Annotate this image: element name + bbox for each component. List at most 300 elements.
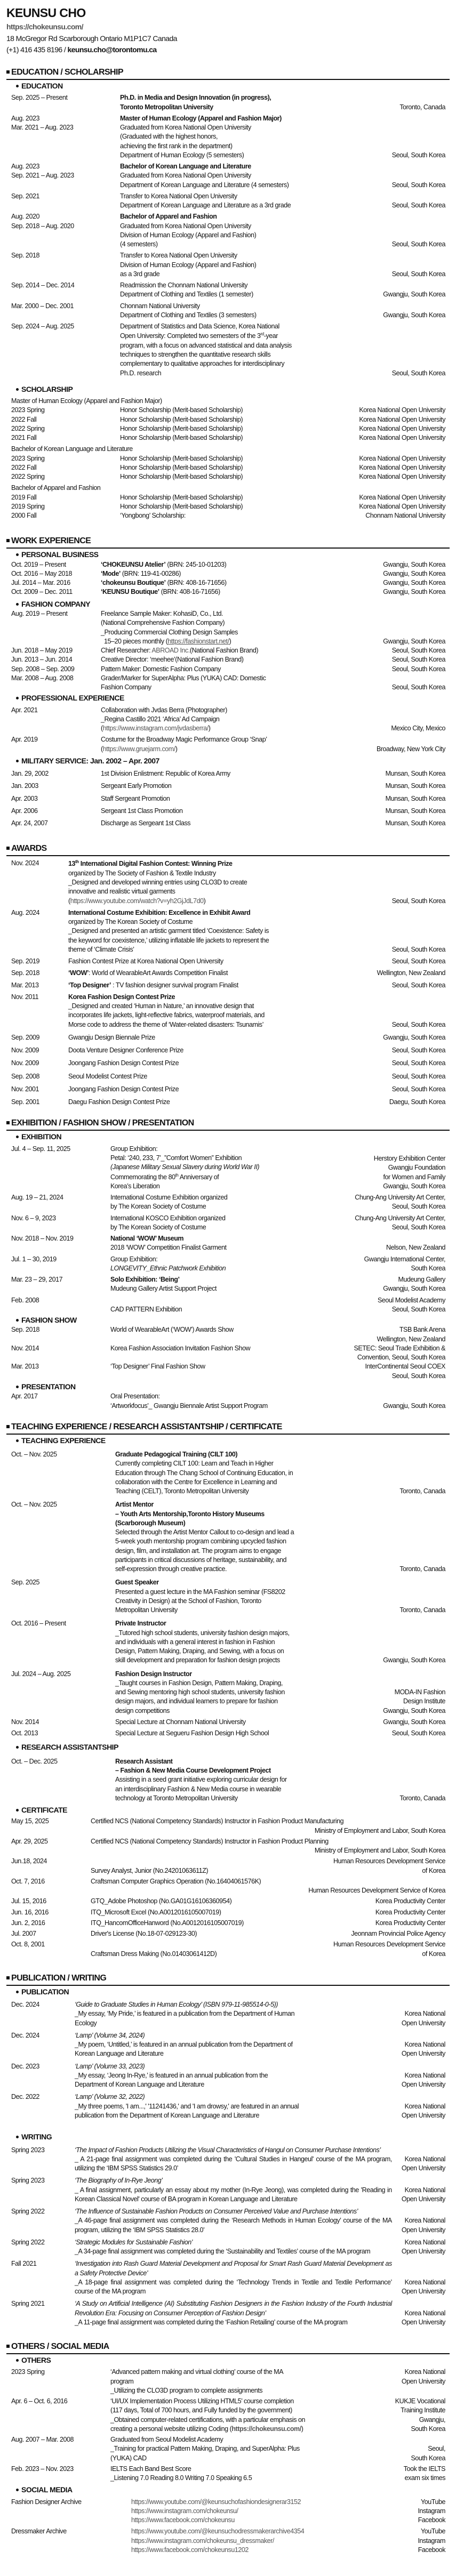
item-date: 2000 Fall	[11, 512, 37, 520]
item-text-line: the keyword for coexistence,’ utilizing inflatable life jackets to represent the	[68, 936, 269, 944]
social-link[interactable]: https://www.instagram.com/chokeunsu/	[131, 2507, 238, 2515]
item-text-line: Korean Language and Literature	[75, 2050, 164, 2058]
item-text-line: _Designed and created ‘Human in Nature,’ an innovative design that	[68, 1002, 254, 1010]
item-text-line: 2018 ‘WOW’ Competition Finalist Garment	[110, 1244, 227, 1252]
website-link[interactable]: https://chokeunsu.com/	[6, 22, 83, 31]
writing-description: _ A 21-page final assignment was completed during the 'Cultural Studies in Hangeul' course of the MA program, utilizing the ‘IBM SPSS Statistics 29.0’	[75, 2155, 392, 2172]
item-date: Aug. 19 – 21, 2024	[11, 1194, 63, 1202]
item-text-line: Mudeung Gallery Artist Support Project	[110, 1285, 217, 1293]
item-text-line: organized by The Society of Fashion & Textile Industry	[68, 869, 216, 877]
list-item	[6, 2299, 450, 2327]
square-bullet-icon	[6, 70, 10, 74]
item-text-line: Department of Clothing and Textiles (3 semesters)	[120, 311, 257, 319]
item-location: Korea National Open University	[401, 2238, 445, 2256]
bullet-icon	[16, 1136, 19, 1138]
item-text-line	[101, 637, 383, 646]
item-text-line: CAD PATTERN Exhibition	[110, 1305, 182, 1313]
item-date: Dec. 2023	[11, 2062, 39, 2070]
award-text: Gwangju Design Biennale Prize	[68, 1033, 155, 1041]
publication-title: ‘Lamp’ (Volume 33, 2023)	[75, 2062, 145, 2070]
bullet-icon	[16, 2359, 19, 2362]
item-date: Oct. 8, 2001	[11, 1941, 45, 1949]
award-text: Daegu Fashion Design Contest Prize	[68, 1098, 170, 1106]
item-body	[101, 569, 383, 578]
item-date: Nov. 2009	[11, 1046, 39, 1054]
item-text-line: Department of Human Ecology (5 semesters)	[120, 151, 244, 159]
presentation-list	[6, 1392, 450, 1411]
item-location: Chung-Ang University Art Center, Seoul, South Korea	[355, 1194, 445, 1211]
business-brn: (BRN: 245-10-01203)	[165, 560, 227, 568]
external-link[interactable]: https://www.youtube.com/watch?v=yh2GjJdL7d0	[70, 897, 204, 905]
item-date: Jul. 4 – Sep. 11, 2025	[11, 1145, 70, 1153]
item-text-line: (https://www.instagram.com/jvdasberra/)	[101, 724, 211, 732]
item-date: Apr. 2006	[11, 807, 38, 815]
certificate-list	[6, 1817, 450, 1959]
list-item	[6, 1919, 450, 1928]
archive-name: Fashion Designer Archive	[11, 2498, 82, 2506]
item-location: InterContinental Seoul COEX Seoul, South Korea	[365, 1363, 445, 1380]
item-date-range: Sep. 2021 – Aug. 2023	[11, 172, 74, 180]
item-text-line: _Utilizing the CLO3D program to complete assignments	[110, 2386, 263, 2394]
list-item	[6, 493, 450, 502]
list-item	[6, 859, 450, 905]
item-body	[68, 1072, 392, 1081]
item-location: Gwangju, South Korea	[383, 588, 445, 596]
item-date: Sep. 2009	[11, 1033, 39, 1041]
list-item	[6, 769, 450, 778]
show-title: Korea Fashion Association Invitation Fashion Show	[110, 1344, 251, 1352]
item-text-line: skill development and preparation for fashion design projects	[115, 1656, 280, 1664]
item-text-line: Private Instructor	[115, 1620, 166, 1628]
item-body	[101, 609, 383, 646]
item-text-line: _Tutored high school students, university fashion design majors,	[115, 1629, 290, 1637]
item-date: Jun. 2013 – Jun. 2014	[11, 656, 73, 664]
item-location: Korea National Open University	[359, 473, 445, 481]
list-item	[6, 192, 450, 211]
item-location: Chung-Ang University Art Center, Seoul, South Korea	[355, 1214, 445, 1231]
person-name: KEUNSU CHO	[6, 6, 86, 20]
social-link[interactable]: https://www.facebook.com/chokeunsu1202	[131, 2546, 249, 2554]
item-date: Spring 2023	[11, 2177, 45, 2185]
item-text-line: collaboration with the Centre for Excellence in Learning and	[115, 1478, 277, 1486]
list-item	[6, 1877, 450, 1896]
list-item	[6, 2207, 450, 2235]
list-item	[6, 93, 450, 112]
item-location: Took the IELTS exam six times	[403, 2465, 445, 2482]
item-body	[115, 1578, 399, 1615]
list-item	[6, 1837, 450, 1856]
subsection-title: PUBLICATION	[16, 1987, 450, 1997]
item-text-line: technology at Toronto Metropolitan University	[115, 1794, 238, 1802]
item-date: Aug. 2024	[11, 908, 39, 916]
certificate-name: ITQ_HancomOfficeHanword (No.A0012016105007019)	[91, 1919, 244, 1927]
item-date: Aug. 2019 – Present	[11, 610, 68, 618]
item-text: Special Lecture at Chonnam National University	[115, 1718, 246, 1726]
item-date: Nov. 2011	[11, 993, 39, 1001]
item-text-line: LONGEVITY_Ethnic Patchwork Exhibition	[110, 1264, 226, 1272]
list-item	[6, 302, 450, 320]
scholarship-award: Honor Scholarship (Merit-based Scholarship)	[120, 493, 243, 501]
item-text-line: – Fashion & New Media Course Development Project	[115, 1767, 271, 1774]
scholarship-award: Honor Scholarship (Merit-based Scholarship)	[120, 473, 243, 481]
item-location: Gwangju, South Korea	[383, 579, 445, 587]
item-text-line: _My essay, ‘My Pride,’ is featured in a publication from the Department of Human	[75, 2010, 295, 2018]
item-text-line: Teaching (CELT), Toronto Metropolitan University	[115, 1487, 249, 1495]
list-item	[6, 1234, 450, 1253]
item-text-line: Guest Speaker	[115, 1579, 159, 1587]
item-body	[68, 981, 392, 990]
item-date: Nov. 2001	[11, 1085, 39, 1093]
item-date: Spring 2021	[11, 2300, 45, 2308]
item-location: Seoul, South Korea	[391, 1046, 445, 1054]
item-text-line: _My essay, ‘Jeong In-Rye,’ is featured in an annual publication from the	[75, 2071, 268, 2079]
award-title: Korea Fashion Design Contest Prize	[68, 993, 175, 1001]
list-item	[6, 1255, 450, 1274]
archive-links	[131, 2498, 418, 2525]
item-location: Seoul, South Korea	[391, 945, 445, 953]
award-text: Seoul Modelist Contest Prize	[68, 1072, 147, 1080]
item-location: Toronto, Canada	[399, 1565, 445, 1573]
list-item	[6, 665, 450, 674]
business-brn: (BRN: 408-16-71656)	[165, 579, 227, 587]
item-text-line: Ph.D. in Media and Design Innovation (in progress),	[120, 94, 271, 102]
degree-title: Bachelor of Korean Language and Literature	[120, 163, 251, 171]
item-date: Jun. 2018 – May 2019	[11, 647, 73, 655]
item-date: Aug. 2023	[11, 114, 39, 122]
item-text: Special Lecture at Segueru Fashion Design High School	[115, 1729, 269, 1737]
list-item	[6, 794, 450, 803]
item-body	[75, 2176, 402, 2204]
certificate-name: Certified NCS (National Competency Standards) Instructor in Fashion Product Manufacturing	[91, 1817, 344, 1825]
item-location: Seoul, South Korea	[391, 270, 445, 278]
item-date-range: Sep. 2018 – Aug. 2020	[11, 222, 74, 230]
item-body	[120, 281, 383, 300]
list-item	[6, 706, 450, 734]
item-date: Dec. 2024	[11, 2031, 39, 2039]
item-text-line: Ph.D. research	[120, 369, 162, 377]
list-item	[6, 2259, 450, 2296]
item-text-line: Selected through the Artist Mentor Callout to co-design and lead a	[115, 1528, 294, 1536]
subsection-title: FASHION COMPANY	[16, 599, 450, 609]
item-date: Oct. 2016 – May 2018	[11, 569, 72, 577]
awards-list	[6, 859, 450, 1107]
military-event: Sergeant Early Promotion	[101, 782, 172, 790]
item-text-line: Graduated from Korea National Open University	[120, 222, 251, 230]
list-item	[6, 2146, 450, 2174]
item-location: Gwangju, South Korea	[383, 637, 445, 645]
award-name: ‘WOW’	[68, 969, 89, 977]
item-text-line: (YUKA) CAD	[110, 2454, 147, 2462]
item-location: Seoul, South Korea	[411, 2445, 445, 2462]
item-text-line: (117 days, Total of 700 hours, and Fully funded by the government)	[110, 2406, 292, 2414]
business-name: ‘chokeunsu Boutique’	[101, 579, 166, 587]
item-text-line: Department of Clothing and Textiles (1 semester)	[120, 291, 253, 299]
list-item	[6, 1817, 450, 1836]
item-text-line: complementary to qualitative approaches for interdisciplinary	[120, 360, 285, 368]
item-body	[120, 302, 383, 320]
square-bullet-icon	[6, 539, 10, 542]
item-location: Seoul, South Korea	[391, 1059, 445, 1067]
item-body	[91, 1950, 333, 1959]
bullet-icon	[16, 2489, 19, 2491]
square-bullet-icon	[6, 1121, 10, 1124]
certificate-name: Survey Analyst, Junior (No.24201063611Z)	[91, 1866, 209, 1874]
item-body	[115, 1729, 392, 1738]
list-item	[6, 908, 450, 954]
item-date: Nov. 2018 – Nov. 2019	[11, 1235, 74, 1243]
list-item	[6, 454, 450, 463]
item-body	[101, 560, 383, 569]
item-date: Jul. 15, 2016	[11, 1897, 46, 1905]
item-text-line: and individuals with a general interest in fashion in Fashion	[115, 1638, 275, 1646]
item-date: Nov. 2024	[11, 859, 39, 867]
item-date: Nov. 2009	[11, 1059, 39, 1067]
section-title: EXHIBITION / FASHION SHOW / PRESENTATION	[6, 1117, 450, 1131]
item-location: Seoul, South Korea	[391, 240, 445, 248]
item-date: Sep. 2018	[11, 969, 39, 977]
teaching-section	[6, 1421, 450, 1959]
military-event: 1st Division Enlistment: Republic of Korea Army	[101, 770, 230, 778]
scholarship-award: Honor Scholarship (Merit-based Scholarship)	[120, 424, 243, 432]
military-event: Sergeant 1st Class Promotion	[101, 807, 183, 815]
awards-section	[6, 843, 450, 1107]
item-location: Korea National Open University	[359, 463, 445, 471]
item-location: Gwangju, South Korea	[383, 560, 445, 568]
item-text-line: Korea’s Liberation	[110, 1182, 160, 1190]
item-date: Mar. 2013	[11, 1363, 39, 1371]
item-location: Korea National Open University	[401, 2041, 445, 2058]
scholarship-award: Honor Scholarship (Merit-based Scholarship)	[120, 502, 243, 510]
list-item	[6, 322, 450, 378]
subsection-title: SOCIAL MEDIA	[16, 2485, 450, 2495]
subsection-title: SCHOLARSHIP	[16, 384, 450, 395]
item-date	[11, 162, 120, 181]
scholarship-program: Bachelor of Korean Language and Literature	[11, 445, 133, 453]
award-text: Joongang Fashion Design Contest Prize	[68, 1085, 179, 1093]
item-text-line: Creative Director: ‘meehee’(National Fashion Brand)	[101, 656, 244, 664]
item-text-line: Education through The Chang School of Continuing Education, in	[115, 1469, 293, 1477]
item-date: Oct. 2016 – Present	[11, 1620, 66, 1628]
item-body	[110, 1145, 374, 1191]
website-link[interactable]: https://fashionstart.net/	[167, 637, 229, 645]
item-date: Jul. 2024 – Aug. 2025	[11, 1670, 71, 1678]
bullet-icon	[16, 2136, 19, 2138]
item-location: Broadway, New York City	[376, 745, 445, 753]
item-body	[75, 2259, 402, 2296]
item-body	[110, 2435, 411, 2463]
bullet-icon	[16, 1746, 19, 1749]
item-text-line: ‘Artworkfocus’_ Gwangju Biennale Artist Support Program	[110, 1402, 268, 1410]
social-link[interactable]: https://www.youtube.com/@keunsuchofashiondesignerar3152	[131, 2498, 301, 2506]
link-prefix: 15–20 pieces monthly (	[101, 637, 168, 645]
item-text-line	[110, 2425, 395, 2434]
link-suffix: )	[301, 2425, 303, 2433]
item-location: Korea National Open University	[401, 2217, 445, 2234]
award-title: International Costume Exhibition: Excellence in Exhibit Award	[68, 908, 251, 916]
list-item	[6, 511, 450, 520]
item-date: Nov. 2014	[11, 1344, 39, 1352]
external-link[interactable]: https://www.instagram.com/jvdasberra/	[102, 724, 209, 732]
item-text-line: design competitions	[115, 1706, 170, 1714]
education-list	[6, 93, 450, 377]
list-item	[6, 2000, 450, 2028]
award-title: 13th International Digital Fashion Contest: Winning Prize	[68, 859, 233, 868]
section-title: AWARDS	[6, 843, 450, 856]
item-body	[101, 587, 383, 597]
subsection-title: FASHION SHOW	[16, 1315, 450, 1325]
subsection-title: WRITING	[16, 2132, 450, 2142]
award-name: ‘Top Designer’	[68, 981, 111, 989]
scholarship-program: Master of Human Ecology (Apparel and Fashion Major)	[11, 397, 162, 405]
item-text-line: _Taught courses in Fashion Design, Pattern Making, Draping,	[115, 1679, 283, 1687]
platform-name: Instagram	[418, 2507, 445, 2515]
fashion-show-list	[6, 1325, 450, 1381]
item-body	[120, 322, 392, 378]
bullet-icon	[16, 553, 19, 556]
list-item	[6, 281, 450, 300]
item-text-line: Division of Human Ecology (Apparel and Fashion)	[120, 231, 257, 239]
award-text: Fashion Contest Prize at Korea National Open University	[68, 957, 223, 965]
item-body	[110, 2368, 402, 2395]
item-text-line: Currently completing CILT 100: Learn and Teach in Higher	[115, 1460, 274, 1468]
website-link[interactable]: https://chokeunsu.com/	[231, 2425, 301, 2433]
item-location: Korea National Open University	[401, 2309, 445, 2326]
writing-description: _ A final assignment, particularly an essay about my mother (In-Rye Jeong), was completed during the 'Reading in Korean Classical Novel' course of BA program in Korean Language and Literature	[75, 2186, 392, 2203]
item-body	[68, 1046, 392, 1055]
subsection-title: RESEARCH ASSISTANTSHIP	[16, 1742, 450, 1752]
item-location: Mudeung Gallery Gwangju, South Korea	[383, 1276, 445, 1293]
item-date: Feb. 2023 – Nov. 2023	[11, 2465, 74, 2473]
link-suffix: )	[229, 637, 231, 645]
list-item	[6, 735, 450, 754]
item-body	[110, 1234, 386, 1253]
item-text-line	[101, 646, 392, 655]
social-link[interactable]: https://www.youtube.com/@keunsuchodressmakerarchive4354	[131, 2527, 305, 2535]
item-text-line: _Training for practical Pattern Making, Draping, and SuperAlpha: Plus	[110, 2445, 300, 2453]
item-text-line: Pattern Maker: Domestic Fashion Company	[101, 665, 221, 673]
social-link[interactable]: https://www.facebook.com/chokeunsu	[131, 2516, 235, 2524]
section-title: EDUCATION / SCHOLARSHIP	[6, 67, 450, 80]
item-date: Sep. 2025	[11, 1579, 39, 1587]
list-item	[6, 433, 450, 442]
item-date: Sep. 2008	[11, 1072, 39, 1080]
writing-description: _A 11-page final assignment was completed during the ‘Fashion Retailing’ course of the MA program	[75, 2318, 348, 2326]
item-location: Seoul, South Korea	[391, 665, 445, 673]
item-text-line: achieving the first rank in the department)	[120, 142, 233, 150]
item-body	[68, 1059, 392, 1068]
item-body	[68, 1098, 389, 1107]
external-link[interactable]: https://www.gruejarm.com/	[102, 745, 175, 753]
item-body	[120, 251, 392, 279]
list-item	[6, 2238, 450, 2257]
item-text-line: an interdisciplinary Fashion & New Media course in wearable	[115, 1785, 282, 1793]
item-text-line: Graduated from Korea National Open University	[120, 172, 251, 180]
item-text-line: Design, Pattern Making, Draping, and Sewing, with a focus on	[115, 1647, 284, 1655]
item-text-line: International KOSCO Exhibition organized	[110, 1214, 226, 1222]
list-item	[6, 674, 450, 693]
item-body	[68, 1085, 392, 1094]
item-date: Jun.18, 2024	[11, 1857, 47, 1865]
item-date: Nov. 6 – 9, 2023	[11, 1214, 56, 1222]
business-name: ‘CHOKEUNSU Atelier’	[101, 560, 166, 568]
item-location: Korea National Open University	[359, 502, 445, 510]
item-location: Seoul Modelist Academy Seoul, South Korea	[378, 1296, 445, 1313]
platform-name: Facebook	[418, 2546, 445, 2554]
exhibition-list	[6, 1145, 450, 1314]
item-text-line: publication from the Department of Korean Language and Literature	[75, 2111, 259, 2119]
item-date: Spring 2022	[11, 2208, 45, 2216]
item-date: Sep. 2014 – Dec. 2014	[11, 281, 75, 289]
item-text-line: Costume for the Broadway Magic Performance Group ‘Snap’	[101, 736, 267, 744]
item-text-line: as a 3rd grade	[120, 270, 160, 278]
item-text-line: Graduate Pedagogical Training (CILT 100)	[115, 1451, 238, 1459]
item-date: Mar. 23 – 29, 2017	[11, 1276, 63, 1284]
item-location: Toronto, Canada	[399, 103, 445, 111]
item-text-line: Research Assistant	[115, 1757, 173, 1765]
email-link[interactable]: keunsu.cho@torontomu.ca	[67, 45, 157, 54]
item-date: 2023 Spring	[11, 2368, 45, 2376]
exhibition-section	[6, 1117, 450, 1410]
certificate-issuer: Ministry of Employment and Labor, South Korea	[314, 1826, 445, 1834]
social-link[interactable]: https://www.instagram.com/chokeunsu_dressmaker/	[131, 2537, 274, 2545]
publication-title: ‘Guide to Graduate Studies in Human Ecology’ (ISBN 979-11-985514-0-5))	[75, 2001, 278, 2009]
item-date: Aug. 2020	[11, 213, 39, 221]
item-date: Jan. 2003	[11, 782, 38, 790]
item-location: Seoul, South Korea	[391, 656, 445, 664]
item-date	[11, 114, 120, 133]
item-text-line: Department of Statistics and Data Science, Korea National	[120, 323, 279, 331]
item-location: Korea National Open University	[401, 2186, 445, 2203]
item-text-line: Department of Korean Language and Literature as a 3rd grade	[120, 202, 291, 210]
item-date: Apr. 24, 2007	[11, 819, 48, 827]
list-item	[6, 2062, 450, 2090]
item-date: Sep. 2021	[11, 192, 39, 200]
list-item	[6, 655, 450, 664]
list-item	[6, 1500, 450, 1574]
business-name: ‘Mode’	[101, 569, 121, 577]
item-date: Apr. 6 – Oct. 6, 2016	[11, 2397, 68, 2405]
item-body	[110, 1275, 383, 1294]
scholarship-award: Honor Scholarship (Merit-based Scholarship)	[120, 415, 243, 423]
certificate-issuer: Ministry of Employment and Labor, South Korea	[314, 1847, 445, 1855]
item-text-line: Collaboration with Jvdas Berra (Photographer)	[101, 706, 227, 714]
archive-platforms	[418, 2527, 445, 2555]
item-text-line: Grader/Marker for SuperAlpha: Plus (YUKA) CAD: Domestic	[101, 674, 266, 682]
item-location: Munsan, South Korea	[385, 819, 445, 827]
section-title: OTHERS / SOCIAL MEDIA	[6, 2341, 450, 2354]
item-body	[75, 2299, 402, 2327]
list-item	[6, 1392, 450, 1411]
writing-title: ‘The Influence of Sustainable Fashion Products on Consumer Perceived Value and Purchase Intentions’	[75, 2208, 358, 2216]
bullet-icon	[16, 1809, 19, 1812]
item-text-line: _Producing Commercial Clothing Design Samples	[101, 628, 238, 636]
item-text-line: by The Korean Society of Costume	[110, 1223, 206, 1231]
item-text-line: _Regina Castillo 2021 ‘Africa’ Ad Campaign	[101, 715, 220, 723]
item-location: Korea Productivity Center	[375, 1908, 445, 1916]
phone: (+1) 416 435 8196 /	[6, 45, 68, 54]
list-item	[6, 578, 450, 587]
item-date: May 15, 2025	[11, 1817, 49, 1825]
item-date: Mar. 2008 – Aug. 2008	[11, 674, 74, 682]
item-date: Apr. 2003	[11, 794, 38, 802]
list-item	[6, 1929, 450, 1938]
item-date: Mar. 2000 – Dec. 2001	[11, 302, 74, 310]
item-location: Korea National Open University	[401, 2071, 445, 2089]
item-date: Jun. 2, 2016	[11, 1919, 45, 1927]
list-item	[6, 1145, 450, 1191]
item-location: Munsan, South Korea	[385, 794, 445, 802]
item-location: Korea National Open University	[359, 454, 445, 462]
